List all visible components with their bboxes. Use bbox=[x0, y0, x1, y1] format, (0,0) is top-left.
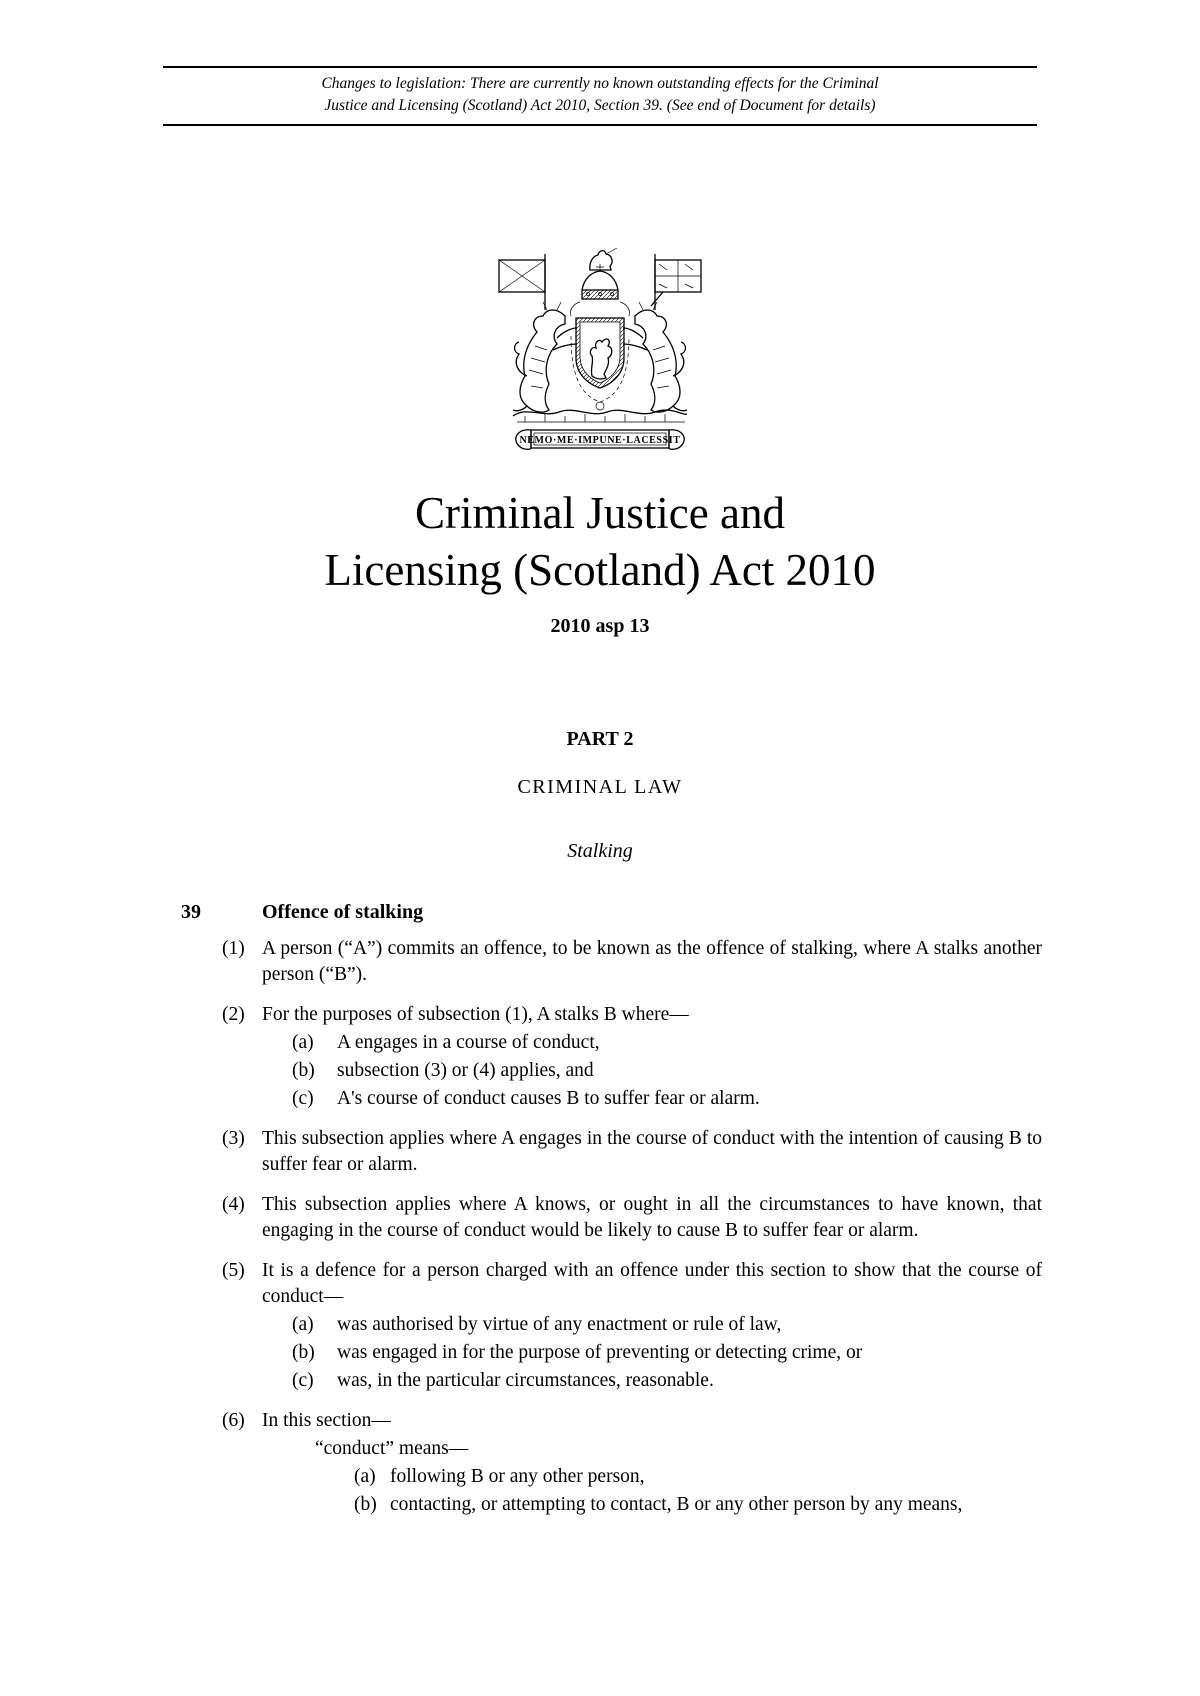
right-supporter-icon bbox=[623, 302, 687, 412]
motto-ribbon-icon bbox=[516, 430, 684, 450]
subsection-5 bbox=[222, 1258, 1042, 1394]
subsection-4 bbox=[222, 1192, 1042, 1244]
item-text: was engaged in for the purpose of preventing or detecting crime, or bbox=[337, 1342, 863, 1363]
subsection-marker: (6) bbox=[222, 1410, 245, 1431]
item-text: A engages in a course of conduct, bbox=[337, 1032, 600, 1053]
provision-item bbox=[354, 1492, 1042, 1518]
item-marker: (b) bbox=[292, 1060, 315, 1081]
definition-lead: “conduct” means— bbox=[315, 1438, 469, 1459]
notice-line-2: Justice and Licensing (Scotland) Act 2010, Section 39. (See end of Document for details) bbox=[324, 97, 876, 114]
subsection-marker: (5) bbox=[222, 1260, 245, 1281]
section-number: 39 bbox=[181, 901, 201, 923]
crown-icon bbox=[582, 264, 618, 299]
royal-coat-of-arms-icon bbox=[487, 246, 713, 458]
legislation-notice bbox=[163, 66, 1037, 126]
section-title: Offence of stalking bbox=[262, 901, 424, 923]
asp-number: 2010 asp 13 bbox=[550, 615, 650, 637]
subsection-text: A person (“A”) commits an offence, to be known as the offence of stalking, where A stalks another person (“B”). bbox=[262, 938, 1042, 985]
subsection-6 bbox=[222, 1408, 1042, 1518]
item-text: A's course of conduct causes B to suffer fear or alarm. bbox=[337, 1088, 760, 1109]
item-marker: (c) bbox=[292, 1370, 314, 1391]
subsection-2 bbox=[222, 1002, 1042, 1112]
provision-item bbox=[292, 1030, 1042, 1056]
part-heading: CRIMINAL LAW bbox=[517, 776, 683, 798]
item-text: following B or any other person, bbox=[390, 1466, 645, 1487]
item-marker: (a) bbox=[354, 1466, 376, 1487]
item-marker: (c) bbox=[292, 1088, 314, 1109]
royal-coat-of-arms bbox=[487, 246, 713, 458]
provision-item bbox=[292, 1312, 1042, 1338]
act-title-line2: Licensing (Scotland) Act 2010 bbox=[324, 545, 876, 595]
subsection-marker: (1) bbox=[222, 938, 245, 959]
item-marker: (a) bbox=[292, 1314, 314, 1335]
notice-line-1: Changes to legislation: There are currently no known outstanding effects for the Criminal bbox=[321, 75, 879, 92]
crossheading-stalking: Stalking bbox=[567, 840, 633, 862]
mantling-icon bbox=[570, 302, 629, 316]
provision-item bbox=[292, 1368, 1042, 1394]
item-text: was, in the particular circumstances, reasonable. bbox=[337, 1370, 714, 1391]
subsection-6-items bbox=[354, 1464, 1042, 1518]
subsection-3 bbox=[222, 1126, 1042, 1178]
provision-item bbox=[292, 1058, 1042, 1084]
subsection-text: In this section— bbox=[262, 1410, 391, 1431]
item-text: subsection (3) or (4) applies, and bbox=[337, 1060, 594, 1081]
subsection-text: This subsection applies where A knows, or ought in all the circumstances to have known, that engaging in the course of conduct would be likely to cause B to suffer fear or alarm. bbox=[262, 1194, 1042, 1241]
subsection-marker: (2) bbox=[222, 1004, 245, 1025]
left-supporter-icon bbox=[513, 302, 577, 412]
item-marker: (b) bbox=[354, 1494, 377, 1515]
act-title bbox=[0, 485, 1200, 599]
subsection-text: It is a defence for a person charged with an offence under this section to show that the course of conduct— bbox=[262, 1260, 1042, 1307]
saltire-flag-icon bbox=[499, 254, 545, 310]
provision-item bbox=[354, 1464, 1042, 1490]
subsection-marker: (3) bbox=[222, 1128, 245, 1149]
act-title-line1: Criminal Justice and bbox=[415, 488, 785, 538]
item-marker: (b) bbox=[292, 1342, 315, 1363]
section-heading bbox=[181, 900, 423, 924]
item-marker: (a) bbox=[292, 1032, 314, 1053]
subsection-1 bbox=[222, 936, 1042, 988]
cross-flag-icon bbox=[655, 254, 701, 310]
item-text: was authorised by virtue of any enactment or rule of law, bbox=[337, 1314, 782, 1335]
provision-item bbox=[292, 1086, 1042, 1112]
part-label: PART 2 bbox=[566, 728, 634, 750]
unicorn-horn-icon bbox=[651, 292, 663, 306]
item-text: contacting, or attempting to contact, B or any other person by any means, bbox=[390, 1494, 963, 1515]
subsection-2-items bbox=[292, 1030, 1042, 1112]
section-body bbox=[222, 936, 1042, 1518]
subsection-5-items bbox=[292, 1312, 1042, 1394]
subsection-marker: (4) bbox=[222, 1194, 245, 1215]
crest-motto: NEMO·ME·IMPUNE·LACESSIT bbox=[519, 435, 681, 446]
provision-item bbox=[292, 1340, 1042, 1366]
subsection-text: For the purposes of subsection (1), A stalks B where— bbox=[262, 1004, 689, 1025]
shield-icon bbox=[576, 318, 624, 388]
subsection-text: This subsection applies where A engages in the course of conduct with the intention of causing B to suffer fear or alarm. bbox=[262, 1128, 1042, 1175]
